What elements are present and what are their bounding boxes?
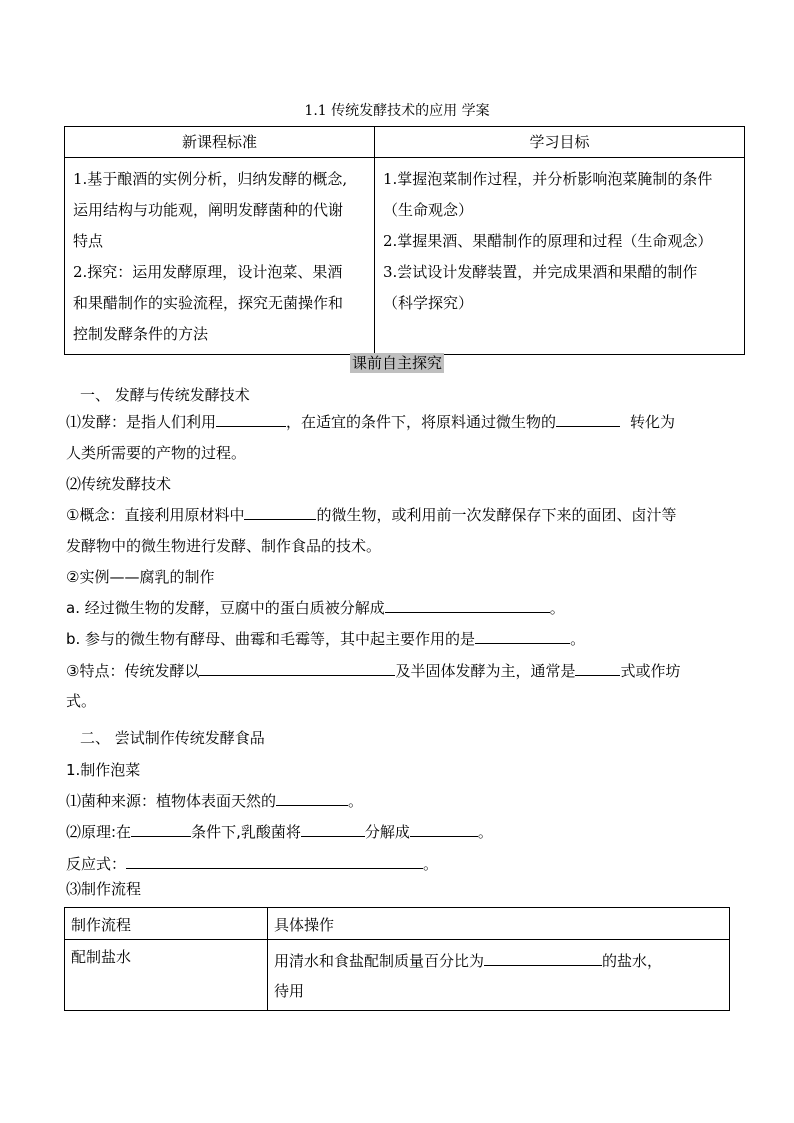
standards-table xyxy=(64,126,745,355)
standard-line: 1.基于酿酒的实例分析，归纳发酵的概念, xyxy=(73,170,348,188)
operations-table xyxy=(64,907,730,1011)
curriculum-standard-cell xyxy=(65,158,375,355)
part1-heading: 一、 发酵与传统发酵技术 xyxy=(80,386,250,404)
answer-blank[interactable] xyxy=(276,791,348,806)
answer-blank[interactable] xyxy=(301,822,365,837)
section-banner xyxy=(0,352,794,373)
goal-line: （科学探究） xyxy=(383,294,474,312)
standard-line: 运用结构与功能观，阐明发酵菌种的代谢 xyxy=(73,201,344,219)
section-banner-text: 课前自主探究 xyxy=(351,354,442,372)
traditional-tech-heading: ⑵传统发酵技术 xyxy=(66,475,172,493)
answer-blank[interactable] xyxy=(410,822,478,837)
standard-line: 控制发酵条件的方法 xyxy=(73,325,209,343)
header-curriculum-standard: 新课程标准 xyxy=(65,127,375,158)
answer-blank[interactable] xyxy=(385,598,550,613)
features-line-cont: 式。 xyxy=(66,692,97,710)
flow-heading: ⑶制作流程 xyxy=(66,880,142,898)
concept-line-cont: 发酵物中的微生物进行发酵、制作食品的技术。 xyxy=(66,537,382,555)
operation-cell: 用清水和食盐配制质量百分比为 的盐水， 待用 xyxy=(268,940,730,1011)
strain-source-line: ⑴菌种来源：植物体表面天然的 。 xyxy=(66,792,364,810)
principle-line: ⑵原理:在 条件下,乳酸菌将 分解成 。 xyxy=(66,823,493,841)
goal-line: 3.尝试设计发酵装置，并完成果酒和果醋的制作 xyxy=(383,263,698,281)
answer-blank[interactable] xyxy=(244,505,316,520)
example-heading: ②实例——腐乳的制作 xyxy=(66,568,215,586)
goal-line: 1.掌握泡菜制作过程，并分析影响泡菜腌制的条件 xyxy=(383,170,713,188)
goal-line: 2.掌握果酒、果醋制作的原理和过程（生命观念） xyxy=(383,232,713,250)
table-header-row xyxy=(65,127,745,158)
answer-blank[interactable] xyxy=(199,661,395,676)
answer-blank[interactable] xyxy=(575,661,620,676)
document-title: 1.1 传统发酵技术的应用 学案 xyxy=(304,103,490,119)
table-header-row xyxy=(65,908,730,940)
answer-blank[interactable] xyxy=(216,412,286,427)
answer-blank[interactable] xyxy=(126,854,423,869)
answer-blank[interactable] xyxy=(556,412,620,427)
features-line: ③特点：传统发酵以 及半固体发酵为主，通常是 式或作坊 xyxy=(66,662,681,680)
standard-line: 特点 xyxy=(73,232,104,250)
answer-blank[interactable] xyxy=(475,629,570,644)
pickle-heading: 1.制作泡菜 xyxy=(66,761,141,779)
example-b: b. 参与的微生物有酵母、曲霉和毛霉等，其中起主要作用的是 。 xyxy=(66,630,586,648)
header-process: 制作流程 xyxy=(65,908,268,940)
answer-blank[interactable] xyxy=(484,951,602,966)
answer-blank[interactable] xyxy=(131,822,191,837)
fermentation-definition: ⑴发酵：是指人们利用 ，在适宜的条件下，将原料通过微生物的 转化为 xyxy=(66,413,676,431)
concept-line: ①概念：直接利用原材料中 的微生物，或利用前一次发酵保存下来的面团、卤汁等 xyxy=(66,506,677,524)
table-row xyxy=(65,940,730,1011)
learning-goals-cell xyxy=(375,158,745,355)
table-row xyxy=(65,158,745,355)
process-cell: 配制盐水 xyxy=(65,940,268,1011)
reaction-line: 反应式： 。 xyxy=(66,855,439,873)
header-operation: 具体操作 xyxy=(268,908,730,940)
standard-line: 和果醋制作的实验流程，探究无菌操作和 xyxy=(73,294,344,312)
example-a: a. 经过微生物的发酵，豆腐中的蛋白质被分解成 。 xyxy=(66,599,565,617)
standard-line: 2.探究：运用发酵原理，设计泡菜、果酒 xyxy=(73,263,343,281)
part2-heading: 二、 尝试制作传统发酵食品 xyxy=(80,729,265,747)
fermentation-definition-cont: 人类所需要的产物的过程。 xyxy=(66,444,247,462)
header-learning-goals: 学习目标 xyxy=(375,127,745,158)
goal-line: （生命观念） xyxy=(383,201,474,219)
